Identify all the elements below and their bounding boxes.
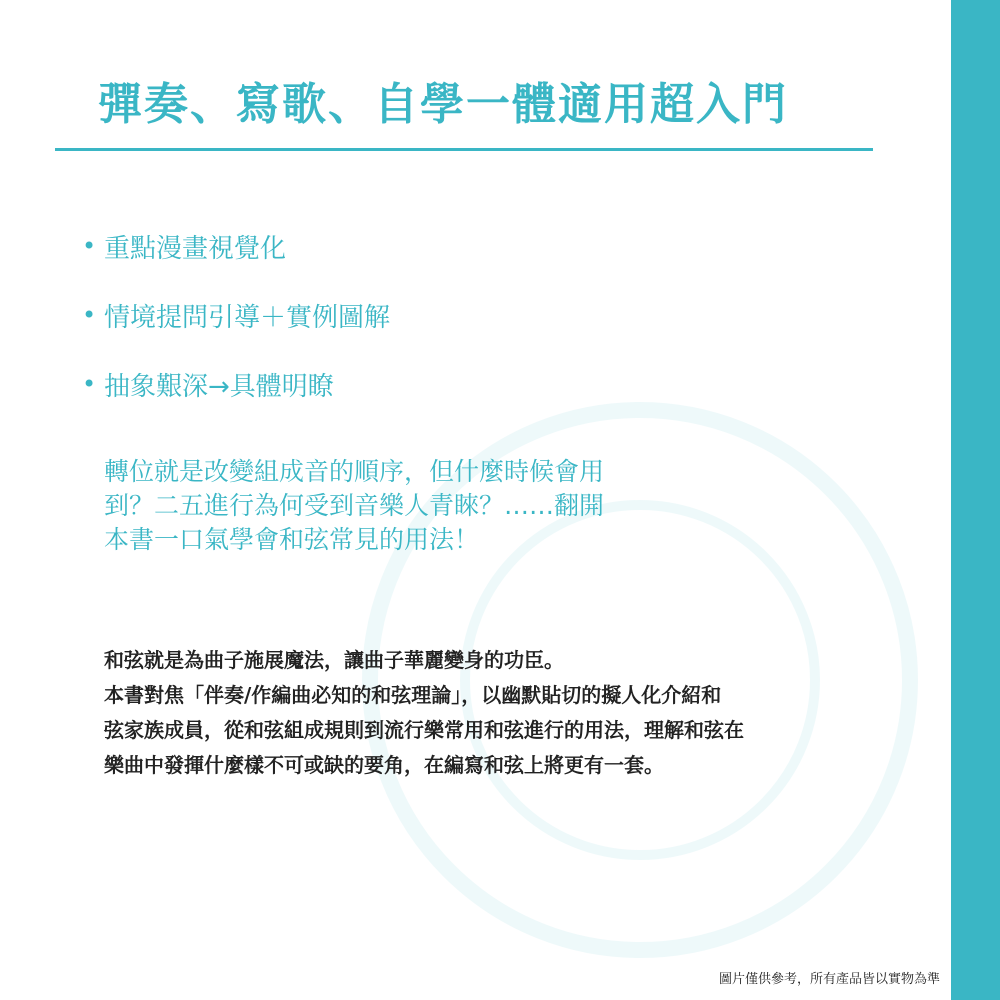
highlight-paragraph bbox=[104, 455, 724, 557]
feature-text: 重點漫畫視覺化 bbox=[104, 233, 287, 264]
body-line: 和弦就是為曲子施展魔法，讓曲子華麗變身的功臣。 bbox=[104, 648, 564, 672]
feature-list bbox=[82, 224, 390, 431]
feature-text: 抽象艱深→具體明瞭 bbox=[104, 371, 334, 402]
highlight-line: 本書一口氣學會和弦常見的用法！ bbox=[104, 525, 480, 554]
body-line: 樂曲中發揮什麼樣不可或缺的要角，在編寫和弦上將更有一套。 bbox=[104, 753, 664, 777]
list-item bbox=[82, 362, 390, 406]
bullet-dot-icon: • bbox=[82, 232, 97, 260]
bullet-dot-icon: • bbox=[82, 301, 97, 329]
list-item bbox=[82, 224, 390, 268]
list-item bbox=[82, 293, 390, 337]
highlight-line: 到？二五進行為何受到音樂人青睞？……翻開 bbox=[104, 491, 605, 520]
title-divider bbox=[55, 148, 873, 151]
disclaimer-footer: 圖片僅供參考，所有產品皆以實物為準 bbox=[718, 972, 940, 987]
description-paragraph bbox=[104, 643, 914, 783]
highlight-line: 轉位就是改變組成音的順序，但什麼時候會用 bbox=[104, 457, 605, 486]
bullet-dot-icon: • bbox=[82, 370, 97, 398]
side-accent-bar bbox=[951, 0, 1000, 1000]
page-title: 彈奏、寫歌、自學一體適用超入門 bbox=[98, 79, 788, 130]
body-line: 弦家族成員，從和弦組成規則到流行樂常用和弦進行的用法，理解和弦在 bbox=[104, 718, 744, 742]
body-line: 本書對焦「伴奏/作編曲必知的和弦理論」，以幽默貼切的擬人化介紹和 bbox=[104, 683, 722, 707]
feature-text: 情境提問引導＋實例圖解 bbox=[104, 302, 391, 333]
